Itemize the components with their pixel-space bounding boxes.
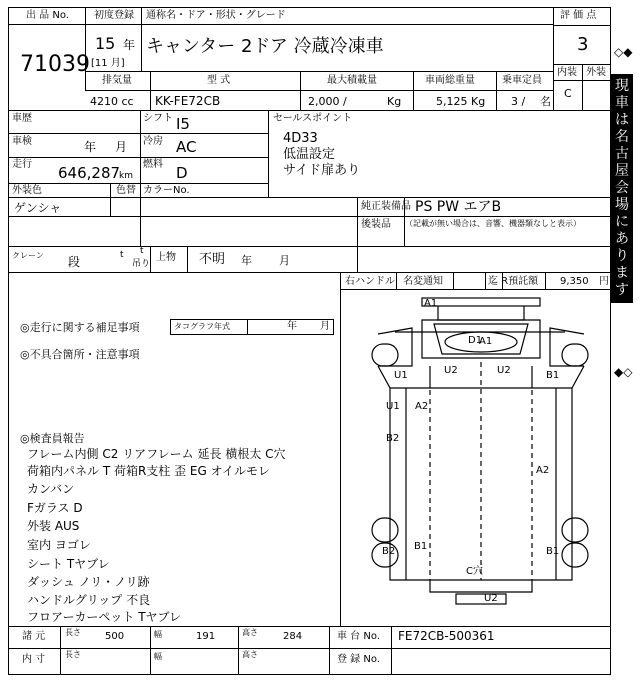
inspector-label: ◎検査員報告 (20, 432, 85, 445)
inspector-line: ダッシュ ノリ・ノリ跡 (27, 575, 150, 589)
first-reg-label: 初度登録 (94, 10, 134, 21)
sidebar-top-marks: ◇◆ (614, 45, 633, 59)
damage-mark: A2 (536, 465, 550, 476)
damage-mark: D1 (468, 335, 483, 346)
displacement-value: 4210 cc (90, 95, 134, 108)
sales-point-line: 低温設定 (283, 147, 336, 162)
tachograph-label: タコグラフ年式 (174, 322, 230, 331)
upper-label: 上物 (156, 252, 176, 263)
month-value: [11 月] (91, 58, 125, 69)
damage-mark: A2 (415, 401, 429, 412)
color-no-value: t (120, 250, 124, 260)
year-value: 15 (95, 34, 116, 53)
exterior-color-value: ゲンシャ (14, 201, 62, 215)
upper-month: 月 (279, 254, 290, 267)
inspector-line: 荷箱内パネル T 荷箱R支柱 歪 EG オイルモレ (27, 464, 271, 478)
damage-mark: U1 (386, 401, 400, 412)
crane-stage: 段 (68, 255, 81, 269)
damage-mark: B2 (386, 433, 400, 444)
upper-value: 不明 (199, 252, 226, 267)
inspector-line: Fガラス D (27, 501, 83, 515)
interior-label: 内装 (557, 67, 577, 78)
inspection-month: 月 (115, 140, 128, 154)
deposit-value: 9,350 (560, 276, 589, 287)
color-no-label: 色替 (116, 185, 136, 196)
aftermarket-label: 後装品 (361, 219, 391, 230)
lot-label: 出 品 No. (26, 10, 69, 21)
tachograph-month: 月 (320, 321, 330, 332)
model-value: KK-FE72CB (155, 94, 221, 108)
displacement-label: 排気量 (102, 75, 132, 86)
crane-label: クレーン (12, 251, 44, 260)
right-handle-label: 右ハンドル (345, 276, 395, 287)
length-value: 500 (105, 631, 125, 642)
fuel-value: D (176, 164, 188, 182)
width-label: 幅 (154, 630, 162, 639)
capacity-label: 乗車定員 (502, 75, 542, 86)
capacity-value: 3 / (511, 95, 526, 108)
sales-points-label: セールスポイント (273, 113, 353, 124)
specs-label: 諸 元 (22, 631, 46, 642)
aftermarket-note: （記載が無い場合は、音響、機器類なしと表示） (405, 219, 581, 228)
inspector-line: 外装 AUS (27, 519, 80, 533)
vehicle-name: キャンター 2ドア 冷蔵冷凍車 (146, 36, 384, 57)
inner-dims-label: 内 寸 (22, 654, 46, 665)
load-unit: Kg (387, 95, 402, 108)
inspector-line: 室内 ヨゴレ (27, 538, 91, 552)
year-unit: 年 (123, 38, 136, 52)
grade-value: 3 (577, 34, 589, 55)
ac-label: 冷房 (143, 136, 163, 147)
damage-mark: A1 (479, 336, 493, 347)
chassis-label: 車 台 No. (337, 631, 380, 642)
genuine-equipment-label: 純正装備品 (361, 201, 411, 212)
damage-mark: U1 (394, 370, 408, 381)
exterior-label: 外装 (586, 67, 606, 78)
deposit-unit: 円 (599, 276, 609, 287)
damage-mark: U2 (444, 365, 458, 376)
interior-value: C (564, 87, 572, 100)
model-label: 型 式 (207, 75, 231, 86)
sidebar-location-note: 現車は名古屋会場にあります (611, 74, 633, 303)
inspection-label: 車検 (12, 136, 32, 147)
fuel-label: 燃料 (143, 159, 163, 170)
reg-label: 登 録 No. (337, 654, 380, 665)
inspector-line: フレーム内側 C2 リアフレーム 延長 横根太 C穴 (27, 447, 286, 461)
gross-label: 車両総重量 (425, 75, 475, 86)
name-change-label: 名変通知 (403, 276, 443, 287)
grade-label: 評 価 点 (560, 10, 597, 21)
inspection-year: 年 (84, 140, 97, 154)
name-label: 通称名・ドア・形状・グレード (146, 10, 286, 21)
tachograph-year: 年 (287, 321, 297, 332)
inspector-line: フロアーカーペット Tヤブレ (27, 610, 182, 624)
length-label: 長さ (65, 628, 81, 637)
supplement-label: ◎走行に関する補足事項 (20, 321, 140, 334)
sales-point-line: サイド扉あり (283, 163, 361, 178)
chassis-value: FE72CB-500361 (398, 629, 495, 643)
damage-mark: A1 (424, 298, 438, 309)
damage-mark: B2 (382, 546, 396, 557)
sales-point-line: 4D33 (283, 131, 318, 146)
load-label: 最大積載量 (327, 75, 377, 86)
crane-lift: 吊り (132, 259, 151, 269)
damage-mark: B1 (546, 546, 560, 557)
load-value: 2,000 / (308, 95, 347, 108)
crane-ton: t (140, 246, 144, 256)
upper-year: 年 (241, 254, 252, 267)
damage-mark: B1 (414, 541, 428, 552)
exterior-color-label: 外装色 (12, 185, 42, 196)
inspector-line: カンバン (27, 482, 75, 496)
shift-value: I5 (176, 115, 190, 133)
inner-length-label: 長さ (65, 650, 81, 659)
inner-width-label: 幅 (154, 652, 162, 661)
deadline-label: 迄 R預託額 (488, 276, 539, 287)
damage-mark: C穴 (466, 566, 483, 577)
genuine-equipment-value: PS PW エアB (415, 199, 502, 215)
capacity-unit: 名 (540, 95, 551, 108)
defects-label: ◎不具合箇所・注意事項 (20, 348, 140, 361)
damage-mark: U2 (484, 593, 498, 604)
mileage-label: 走行 (12, 159, 32, 170)
damage-mark: U2 (497, 365, 511, 376)
damage-mark: B1 (546, 370, 560, 381)
sidebar-bottom-marks: ◆◇ (614, 365, 633, 379)
inspector-line: ハンドルグリップ 不良 (27, 593, 151, 607)
history-label: 車歴 (12, 113, 32, 124)
width-value: 191 (196, 631, 216, 642)
color-code-label: カラーNo. (143, 185, 190, 196)
height-value: 284 (283, 631, 303, 642)
shift-label: シフト (143, 113, 173, 124)
height-label: 高さ (242, 628, 258, 637)
inner-height-label: 高さ (242, 650, 258, 659)
inspector-line: シート Tヤブレ (27, 557, 110, 571)
gross-value: 5,125 Kg (436, 95, 486, 108)
mileage-value: 646,287 (58, 164, 121, 182)
mileage-unit: km (119, 171, 133, 181)
ac-value: AC (176, 138, 197, 156)
lot-number: 71039 (20, 52, 90, 77)
